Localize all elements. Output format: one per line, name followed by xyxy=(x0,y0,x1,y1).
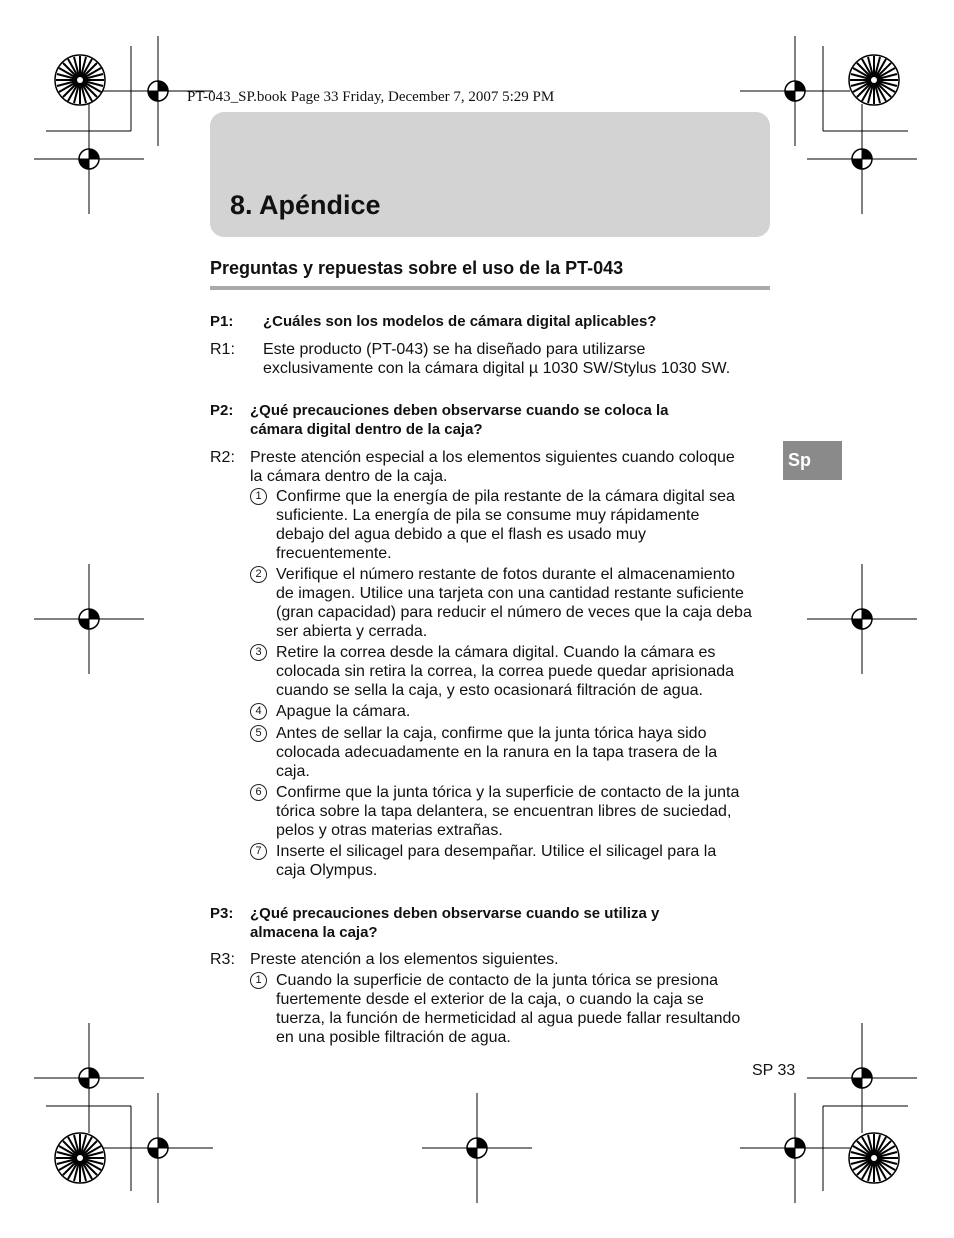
section-divider xyxy=(210,286,770,290)
question-text xyxy=(263,312,656,331)
text-line: ¿Qué precauciones deben observarse cuando se coloca la xyxy=(250,402,669,419)
answer-text xyxy=(263,340,730,378)
text-line: pelos y otras materias extrañas. xyxy=(276,822,503,839)
circled-number: 7 xyxy=(250,843,267,860)
list-item-text xyxy=(276,702,410,721)
text-line: Preste atención especial a los elementos siguientes cuando coloque xyxy=(250,449,735,466)
text-line: Este producto (PT-043) se ha diseñado para utilizarse xyxy=(263,341,646,358)
text-line: ¿Cuáles son los modelos de cámara digital aplicables? xyxy=(263,313,657,330)
answer-text xyxy=(250,448,735,486)
question-text xyxy=(250,904,659,942)
text-line: ¿Qué precauciones deben observarse cuando se utiliza y xyxy=(250,905,660,922)
text-line: Cuando la superficie de contacto de la junta tórica se presiona xyxy=(276,972,719,989)
text-line: almacena la caja? xyxy=(250,924,378,941)
text-line: en una posible filtración de agua. xyxy=(276,1029,511,1046)
text-line: Preste atención a los elementos siguientes. xyxy=(250,951,559,968)
circled-number: 3 xyxy=(250,644,267,661)
circled-number: 4 xyxy=(250,703,267,720)
text-line: tórica sobre la tapa delantera, se encuentran libres de suciedad, xyxy=(276,803,732,820)
circled-number: 5 xyxy=(250,725,267,742)
text-line: cámara digital dentro de la caja? xyxy=(250,421,483,438)
circled-number: 1 xyxy=(250,972,267,989)
print-header: PT-043_SP.book Page 33 Friday, December 7, 2007 5:29 PM xyxy=(187,89,555,105)
text-line: colocada adecuadamente en la ranura en la tapa trasera de la xyxy=(276,744,718,761)
text-line: Apague la cámara. xyxy=(276,703,411,720)
language-tab xyxy=(783,441,842,480)
chapter-title: 8. Apéndice xyxy=(230,190,381,220)
list-item-text xyxy=(276,487,735,563)
text-line: Inserte el silicagel para desempañar. Utilice el silicagel para la xyxy=(276,843,717,860)
question-label: P1: xyxy=(210,313,234,330)
text-line: fuertemente desde el exterior de la caja, o cuando la caja se xyxy=(276,991,704,1008)
page-number: SP 33 xyxy=(752,1062,796,1079)
text-line: cuando se sella la caja, y esto ocasionará filtración de agua. xyxy=(276,682,703,699)
text-line: caja Olympus. xyxy=(276,862,378,879)
text-line: Confirme que la junta tórica y la superficie de contacto de la junta xyxy=(276,784,740,801)
circled-number: 2 xyxy=(250,566,267,583)
text-line: debajo del agua debido a que el flash es usado muy xyxy=(276,526,647,543)
circled-number: 1 xyxy=(250,488,267,505)
list-item-text xyxy=(276,783,739,840)
list-item-text xyxy=(276,842,716,880)
text-line: Retire la correa desde la cámara digital. Cuando la cámara es xyxy=(276,644,716,661)
text-line: ser abierta y cerrada. xyxy=(276,623,428,640)
text-line: caja. xyxy=(276,763,310,780)
list-item-text xyxy=(276,643,734,700)
chapter-title-band xyxy=(210,112,770,237)
question-label: P3: xyxy=(210,905,234,922)
question-text xyxy=(250,401,669,439)
text-line: Antes de sellar la caja, confirme que la junta tórica haya sido xyxy=(276,725,707,742)
text-line: exclusivamente con la cámara digital µ 1030 SW/Stylus 1030 SW. xyxy=(263,360,731,377)
answer-label: R2: xyxy=(210,449,235,466)
text-line: colocada sin retira la correa, la correa puede quedar aprisionada xyxy=(276,663,735,680)
section-title: Preguntas y repuestas sobre el uso de la PT-043 xyxy=(210,258,624,278)
answer-text xyxy=(250,950,559,969)
list-item-text xyxy=(276,971,740,1047)
question-label: P2: xyxy=(210,402,234,419)
text-line: (gran capacidad) para reducir el número de veces que la caja deba xyxy=(276,604,752,621)
text-line: la cámara dentro de la caja. xyxy=(250,468,448,485)
text-line: de imagen. Utilice una tarjeta con una cantidad restante suficiente xyxy=(276,585,744,602)
text-line: suficiente. La energía de pila se consume muy rápidamente xyxy=(276,507,700,524)
text-line: frecuentemente. xyxy=(276,545,392,562)
text-line: tuerza, la función de hermeticidad al agua puede fallar resultando xyxy=(276,1010,741,1027)
list-item-text xyxy=(276,565,752,641)
text-line: Verifique el número restante de fotos durante el almacenamiento xyxy=(276,566,735,583)
text-line: Confirme que la energía de pila restante de la cámara digital sea xyxy=(276,488,735,505)
answer-label: R1: xyxy=(210,341,235,358)
answer-label: R3: xyxy=(210,951,235,968)
circled-number: 6 xyxy=(250,784,267,801)
language-tab-label: Sp xyxy=(788,450,812,470)
list-item-text xyxy=(276,724,717,781)
